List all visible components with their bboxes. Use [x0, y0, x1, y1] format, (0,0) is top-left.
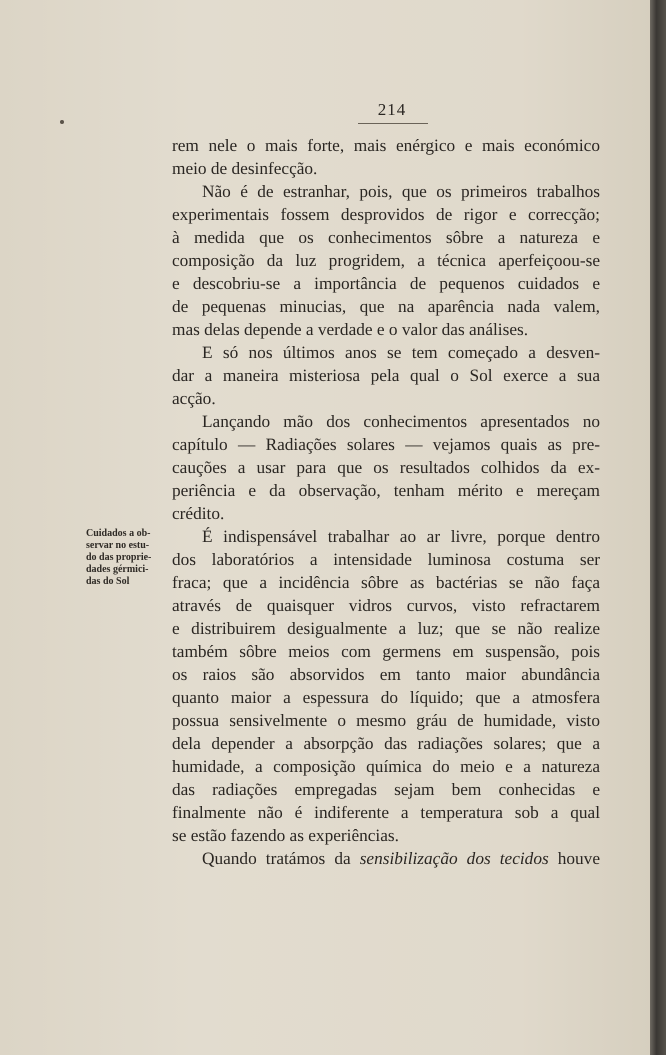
text-line: se estão fazendo as experiências.	[172, 826, 399, 845]
margin-note-line: servar no estu-	[86, 540, 150, 551]
book-spine-edge	[650, 0, 666, 1055]
paragraph	[172, 525, 600, 847]
margin-note-line: das do Sol	[86, 576, 130, 587]
body-text	[172, 134, 600, 870]
paragraph	[172, 341, 600, 410]
text-line: à medida que os conhecimentos sôbre a natureza e	[172, 228, 600, 247]
margin-note-line: Cuidados a ob-	[86, 528, 151, 539]
paragraph	[172, 180, 600, 341]
paragraph	[172, 847, 600, 870]
text-line: fraca; que a incidência sôbre as bactérias se não faça	[172, 573, 600, 592]
margin-note	[86, 528, 172, 588]
text-line: os raios são absorvidos em tanto maior abundância	[172, 665, 600, 684]
text-line: finalmente não é indiferente a temperatura sob a qual	[172, 803, 600, 822]
text-line: mas delas depende a verdade e o valor das análises.	[172, 320, 529, 339]
text-line: É indispensável trabalhar ao ar livre, porque dentro	[202, 527, 600, 546]
paragraph	[172, 134, 600, 180]
text-line: dela depender a absorpção das radiações solares; que a	[172, 734, 600, 753]
text-line: dar a maneira misteriosa pela qual o Sol exerce a sua	[172, 366, 600, 385]
text-run: Quando tratámos da	[202, 849, 360, 868]
text-line	[172, 847, 600, 870]
text-line: Não é de estranhar, pois, que os primeiros trabalhos	[202, 182, 600, 201]
text-line: humidade, a composição química do meio e a natureza	[172, 757, 600, 776]
text-line: capítulo — Radiações solares — vejamos quais as pre-	[172, 435, 600, 454]
margin-note-line: dades gérmici-	[86, 564, 149, 575]
text-line: possua sensivelmente o mesmo gráu de humidade, visto	[172, 711, 600, 730]
text-line: cauções a usar para que os resultados colhidos da ex-	[172, 458, 600, 477]
text-line: experimentais fossem desprovidos de rigor e correcção;	[172, 205, 600, 224]
paragraph	[172, 410, 600, 525]
text-line: E só nos últimos anos se tem começado a desven-	[202, 343, 600, 362]
text-line: acção.	[172, 389, 216, 408]
page-number-rule	[358, 123, 428, 124]
italic-term: sensibilização dos tecidos	[359, 849, 549, 868]
text-line: e descobriu-se a importância de pequenos cuidados e	[172, 274, 600, 293]
text-line: das radiações empregadas sejam bem conhecidas e	[172, 780, 600, 799]
text-line: rem nele o mais forte, mais enérgico e mais económico	[172, 136, 600, 155]
ink-mark	[60, 120, 64, 124]
text-line: dos laboratórios a intensidade luminosa costuma ser	[172, 550, 600, 569]
text-line: através de quaisquer vidros curvos, visto refractarem	[172, 596, 600, 615]
page-number: 214	[377, 100, 407, 119]
text-run: houve	[548, 849, 600, 868]
text-line: e distribuirem desigualmente a luz; que se não realize	[172, 619, 600, 638]
text-line: periência e da observação, tenham mérito e mereçam	[172, 481, 600, 500]
text-line: composição da luz progridem, a técnica aperfeiçoou-se	[172, 251, 600, 270]
text-line: Lançando mão dos conhecimentos apresentados no	[202, 412, 600, 431]
text-line: meio de desinfecção.	[172, 159, 318, 178]
text-line: quanto maior a espessura do líquido; que a atmosfera	[172, 688, 600, 707]
margin-note-line: do das proprie-	[86, 552, 152, 563]
text-line: crédito.	[172, 504, 225, 523]
text-line: de pequenas minucias, que na aparência nada valem,	[172, 297, 600, 316]
text-line: também sôbre meios com germens em suspensão, pois	[172, 642, 600, 661]
